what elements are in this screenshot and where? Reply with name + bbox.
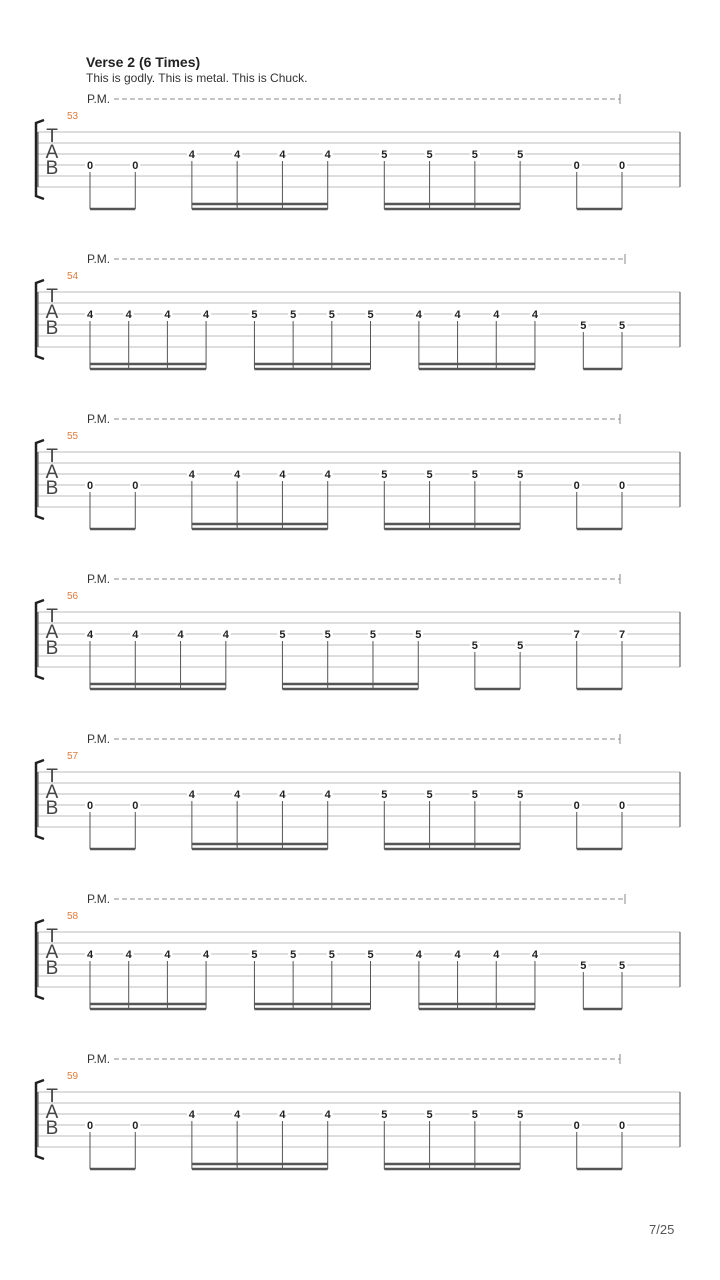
fret-number: 4 (493, 949, 500, 961)
fret-number: 4 (415, 949, 422, 961)
fret-number: 4 (132, 629, 139, 641)
fret-number: 0 (86, 1120, 94, 1132)
fret-number: 5 (471, 469, 478, 481)
fret-number: 5 (415, 629, 422, 641)
fret-number: 7 (573, 629, 580, 641)
fret-number: 5 (471, 789, 478, 801)
fret-number: 5 (580, 960, 587, 972)
fret-number: 5 (471, 149, 478, 161)
tab-clef-letter: B (45, 798, 59, 819)
fret-number: 4 (493, 309, 500, 321)
fret-number: 4 (188, 469, 195, 481)
fret-number: 0 (618, 1120, 626, 1132)
fret-number: 0 (86, 800, 94, 812)
measure-number: 56 (67, 591, 79, 602)
fret-number: 0 (132, 160, 139, 172)
tab-clef-letter: T (46, 766, 58, 787)
fret-number: 0 (86, 480, 94, 492)
measure-number: 55 (67, 431, 79, 442)
fret-number: 5 (517, 149, 524, 161)
fret-number: 4 (203, 309, 210, 321)
fret-number: 4 (203, 949, 210, 961)
fret-number: 4 (415, 309, 422, 321)
measure-number: 54 (67, 271, 79, 282)
measure-number: 53 (67, 111, 79, 122)
tab-clef-letter: T (46, 606, 58, 627)
fret-number: 0 (618, 160, 626, 172)
fret-number: 4 (188, 789, 195, 801)
tab-clef-letter: A (45, 782, 59, 803)
section-subtitle: This is godly. This is metal. This is Chuck. (86, 71, 308, 85)
fret-number: 4 (531, 309, 539, 321)
fret-number: 5 (290, 949, 297, 961)
fret-number: 5 (517, 469, 524, 481)
page-number: 7/25 (649, 1222, 675, 1237)
tab-clef-letter: B (45, 638, 59, 659)
fret-number: 5 (367, 949, 374, 961)
fret-number: 5 (369, 629, 377, 641)
fret-number: 4 (86, 309, 94, 321)
fret-number: 5 (517, 1109, 524, 1121)
fret-number: 5 (381, 789, 388, 801)
fret-number: 4 (222, 629, 229, 641)
pm-label: P.M. (87, 732, 111, 746)
fret-number: 5 (381, 469, 388, 481)
fret-number: 0 (573, 1120, 580, 1132)
fret-number: 5 (580, 320, 587, 332)
fret-number: 7 (618, 629, 626, 641)
fret-number: 4 (234, 149, 241, 161)
section-title: Verse 2 (6 Times) (86, 54, 201, 70)
tab-clef-letter: T (46, 446, 58, 467)
fret-number: 4 (125, 949, 132, 961)
tab-clef-letter: B (45, 478, 59, 499)
fret-number: 4 (324, 1109, 331, 1121)
pm-label: P.M. (87, 1052, 111, 1066)
fret-number: 5 (367, 309, 374, 321)
fret-number: 4 (177, 629, 184, 641)
pm-label: P.M. (87, 92, 111, 106)
measure-number: 59 (67, 1071, 79, 1082)
fret-number: 0 (618, 480, 626, 492)
fret-number: 4 (164, 949, 171, 961)
fret-number: 4 (279, 149, 286, 161)
tab-clef-letter: B (45, 958, 59, 979)
fret-number: 4 (324, 789, 331, 801)
fret-number: 4 (279, 469, 286, 481)
tab-clef-letter: B (45, 158, 59, 179)
fret-number: 5 (381, 149, 388, 161)
tab-clef-letter: A (45, 1102, 59, 1123)
fret-number: 4 (234, 789, 241, 801)
tab-clef-letter: T (46, 286, 58, 307)
fret-number: 4 (86, 629, 94, 641)
fret-number: 5 (290, 309, 297, 321)
fret-number: 4 (531, 949, 539, 961)
fret-number: 5 (279, 629, 286, 641)
fret-number: 5 (426, 469, 433, 481)
fret-number: 4 (86, 949, 94, 961)
pm-label: P.M. (87, 572, 111, 586)
fret-number: 5 (517, 640, 524, 652)
fret-number: 4 (188, 149, 195, 161)
fret-number: 5 (426, 149, 433, 161)
fret-number: 4 (279, 1109, 286, 1121)
fret-number: 4 (454, 309, 461, 321)
fret-number: 4 (324, 149, 331, 161)
fret-number: 5 (251, 949, 258, 961)
fret-number: 4 (454, 949, 461, 961)
fret-number: 5 (324, 629, 331, 641)
fret-number: 5 (471, 640, 478, 652)
fret-number: 5 (618, 960, 626, 972)
fret-number: 5 (328, 949, 335, 961)
fret-number: 0 (86, 160, 94, 172)
fret-number: 0 (132, 480, 139, 492)
tab-clef-letter: A (45, 302, 59, 323)
fret-number: 0 (618, 800, 626, 812)
fret-number: 4 (279, 789, 286, 801)
pm-label: P.M. (87, 892, 111, 906)
fret-number: 5 (426, 1109, 433, 1121)
measure-number: 58 (67, 911, 79, 922)
tab-clef-letter: A (45, 942, 59, 963)
fret-number: 5 (251, 309, 258, 321)
tab-clef-letter: B (45, 1118, 59, 1139)
fret-number: 0 (132, 800, 139, 812)
fret-number: 5 (471, 1109, 478, 1121)
fret-number: 5 (618, 320, 626, 332)
fret-number: 0 (132, 1120, 139, 1132)
fret-number: 5 (517, 789, 524, 801)
pm-label: P.M. (87, 252, 111, 266)
fret-number: 4 (234, 1109, 241, 1121)
tab-clef-letter: A (45, 462, 59, 483)
fret-number: 4 (234, 469, 241, 481)
fret-number: 0 (573, 800, 580, 812)
tab-clef-letter: A (45, 142, 59, 163)
tab-clef-letter: T (46, 126, 58, 147)
fret-number: 0 (573, 160, 580, 172)
tab-clef-letter: T (46, 1086, 58, 1107)
fret-number: 5 (381, 1109, 388, 1121)
tab-clef-letter: T (46, 926, 58, 947)
tab-clef-letter: B (45, 318, 59, 339)
fret-number: 0 (573, 480, 580, 492)
fret-number: 5 (426, 789, 433, 801)
fret-number: 4 (324, 469, 331, 481)
pm-label: P.M. (87, 412, 111, 426)
fret-number: 4 (164, 309, 171, 321)
fret-number: 4 (125, 309, 132, 321)
fret-number: 5 (328, 309, 335, 321)
measure-number: 57 (67, 751, 79, 762)
fret-number: 4 (188, 1109, 195, 1121)
tab-clef-letter: A (45, 622, 59, 643)
